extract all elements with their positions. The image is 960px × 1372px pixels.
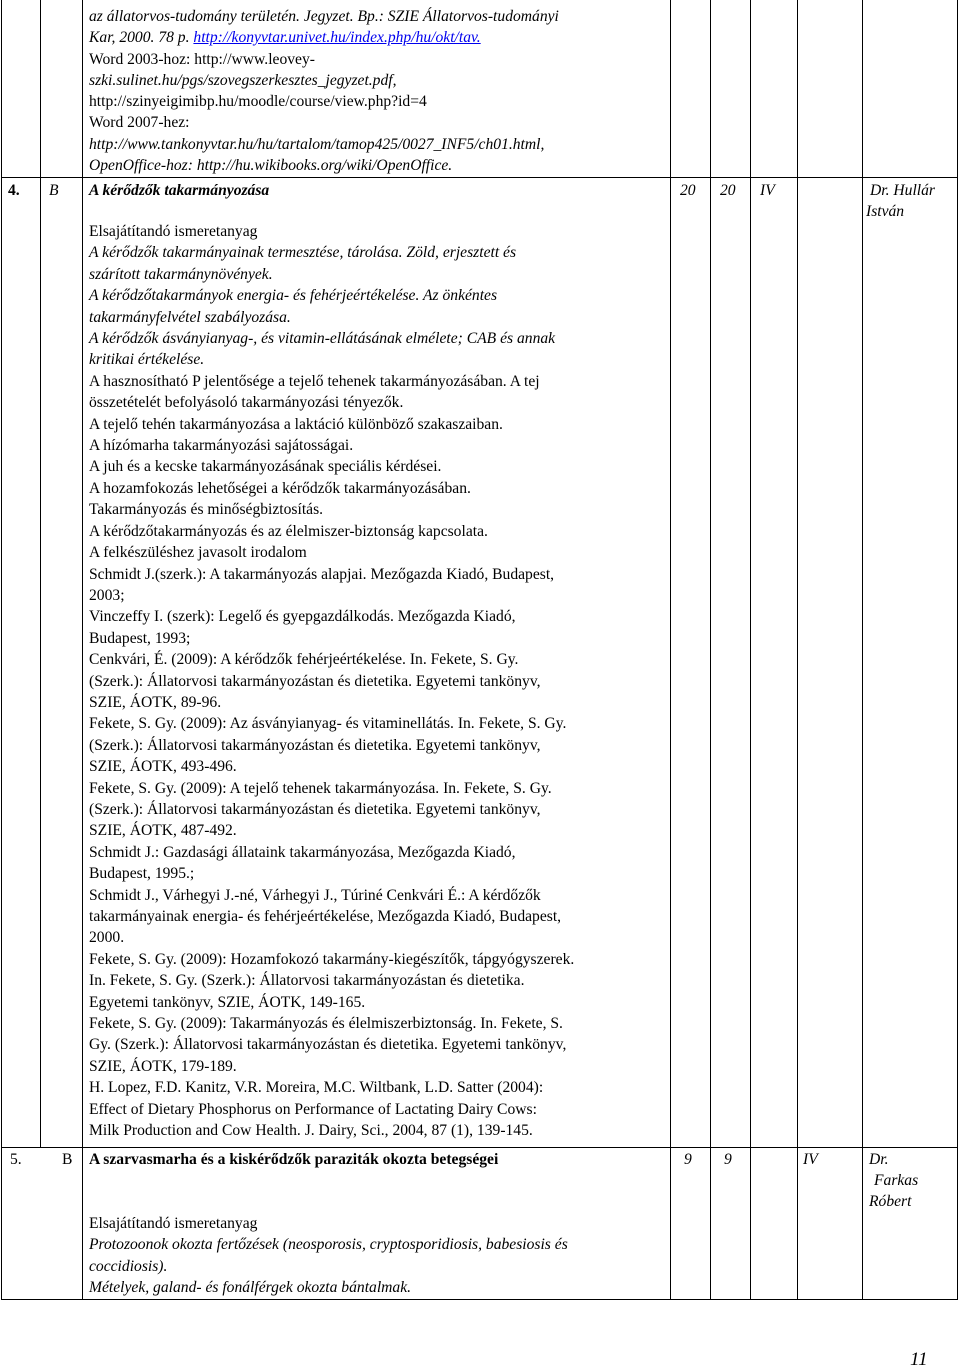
column-divider [862,0,863,1300]
reference-line: OpenOffice-hoz: http://hu.wikibooks.org/wiki/OpenOffice. [89,157,453,175]
literature-line: Cenkvári, É. (2009): A kérődzők fehérjeértékelése. In. Fekete, S. Gy. [89,651,519,669]
literature-line: Schmidt J.(szerk.): A takarmányozás alapjai. Mezőgazda Kiadó, Budapest, [89,565,555,583]
course-hours: 20 [720,182,736,199]
topic-line: takarmányfelvétel szabályozása. [89,308,291,326]
row-divider [1,1147,958,1148]
topic-line: összetételét befolyásoló takarmányozási tényezők. [89,394,404,412]
literature-line: Schmidt J.: Gazdasági állataink takarmányozása, Mezőgazda Kiadó, [89,843,516,861]
column-divider [710,0,711,1300]
literature-line: 2003; [89,586,125,604]
literature-line: Vinczeffy I. (szerk): Legelő és gyepgazdálkodás. Mezőgazda Kiadó, [89,608,516,626]
column-divider [40,0,41,1148]
topic-line: Takarmányozás és minőségbiztosítás. [89,501,324,519]
course-lecturer: Dr. [869,1151,889,1168]
references-block [89,6,669,176]
topic-line: A tejelő tehén takarmányozása a laktáció különböző szakaszaiban. [89,415,503,433]
literature-line: (Szerk.): Állatorvosi takarmányozástan és dietetika. Egyetemi tankönyv, [89,672,541,690]
reference-text: Kar, 2000. 78 p. [89,29,194,47]
reference-line: http://www.tankonyvtar.hu/hu/tartalom/tamop425/0027_INF5/ch01.html, [89,135,545,153]
course-hours: 9 [724,1151,732,1168]
literature-line: Schmidt J., Várhegyi J.-né, Várhegyi J., Túriné Cenkvári É.: A kérdőzők [89,886,541,904]
topic-line: A juh és a kecske takarmányozásának speciális kérdései. [89,458,442,476]
literature-line: Milk Production and Cow Health. J. Dairy, Sci., 2004, 87 (1), 139-145. [89,1122,533,1140]
literature-line: SZIE, ÁOTK, 487-492. [89,822,237,840]
literature-line: Budapest, 1993; [89,629,191,647]
page-number: 11 [910,1349,928,1370]
literature-line: SZIE, ÁOTK, 179-189. [89,1057,237,1075]
course-semester: IV [760,182,775,199]
reference-line [89,27,669,48]
topic-line: A hasznosítható P jelentősége a tejelő tehenek takarmányozásában. A tej [89,372,540,390]
topic-line: A kérődzőtakarmányozás és az élelmiszer-biztonság kapcsolata. [89,522,488,540]
course-title: A szarvasmarha és a kiskérődzők paraziták okozta betegségei [89,1151,499,1168]
literature-line: Fekete, S. Gy. (2009): Takarmányozás és élelmiszerbiztonság. In. Fekete, S. [89,1015,563,1033]
literature-line: In. Fekete, S. Gy. (Szerk.): Állatorvosi takarmányozástan és dietetika. [89,972,525,990]
literature-line: Gy. (Szerk.): Állatorvosi takarmányozástan és dietetika. Egyetemi tankönyv, [89,1036,567,1054]
course-lecturer: Farkas [874,1172,919,1189]
column-divider [797,0,798,1300]
course-title: A kérődzők takarmányozása [89,182,270,199]
reference-line: Word 2003-hoz: http://www.leovey- [89,50,315,68]
course-lecturer: István [866,203,905,220]
literature-line: Budapest, 1995.; [89,865,195,883]
topic-line: Protozoonok okozta fertőzések (neosporosis, cryptosporidiosis, babesiosis és [89,1236,568,1254]
reference-line: http://szinyeigimibp.hu/moodle/course/view.php?id=4 [89,93,427,111]
literature-line: (Szerk.): Állatorvosi takarmányozástan és dietetika. Egyetemi tankönyv, [89,800,541,818]
topic-line: A kérődzők ásványianyag-, és vitamin-ellátásának elmélete; CAB és annak [89,330,556,348]
table-border-right [957,0,958,1300]
course-lecturer: Dr. Hullár [870,182,935,199]
literature-line: Effect of Dietary Phosphorus on Performance of Lactating Dairy Cows: [89,1100,537,1118]
topic-line: A hízómarha takarmányozási sajátosságai. [89,437,354,455]
topic-line: A kérődzők takarmányainak termesztése, tárolása. Zöld, erjesztett és [89,244,517,262]
literature-line: 2000. [89,929,125,947]
course-lecturer: Róbert [869,1193,912,1210]
course-hours: 20 [680,182,696,199]
topic-line: Mételyek, galand- és fonálférgek okozta bántalmak. [89,1278,412,1296]
literature-line: (Szerk.): Állatorvosi takarmányozástan és dietetika. Egyetemi tankönyv, [89,736,541,754]
section-heading: Elsajátítandó ismeretanyag [89,1215,258,1232]
literature-line: Fekete, S. Gy. (2009): Az ásványianyag- és vitaminellátás. In. Fekete, S. Gy. [89,715,567,733]
course-hours: 9 [684,1151,692,1168]
column-divider [670,0,671,1300]
column-divider [750,0,751,1300]
section-heading: Elsajátítandó ismeretanyag [89,223,258,240]
row-divider [1,177,958,178]
course-number: 4. [8,182,20,199]
literature-line: SZIE, ÁOTK, 89-96. [89,693,222,711]
topic-line: coccidiosis). [89,1257,168,1275]
table-border-left [1,0,2,1300]
topic-line: szárított takarmánynövények. [89,265,273,283]
course-semester: IV [803,1151,818,1168]
literature-line: takarmányainak energia- és fehérjeértékelése, Mezőgazda Kiadó, Budapest, [89,908,562,925]
course4-content [89,221,669,1141]
literature-line: SZIE, ÁOTK, 493-496. [89,758,237,776]
library-link[interactable]: http://konyvtar.univet.hu/index.php/hu/okt/tav. [193,29,481,47]
course-number: 5. [10,1151,22,1168]
table-border-bottom [1,1299,958,1300]
course-type: B [49,182,59,199]
literature-line: Egyetemi tankönyv, SZIE, ÁOTK, 149-165. [89,993,366,1011]
topic-line: kritikai értékelése. [89,351,205,369]
reference-line: Word 2007-hez: [89,114,190,132]
column-divider [82,0,83,1300]
literature-heading: A felkészüléshez javasolt irodalom [89,544,307,562]
topic-line: A hozamfokozás lehetőségei a kérődzők takarmányozásában. [89,479,471,497]
course5-content [89,1213,669,1298]
course-type: B [62,1151,73,1168]
literature-line: H. Lopez, F.D. Kanitz, V.R. Moreira, M.C. Wiltbank, L.D. Satter (2004): [89,1079,544,1097]
reference-line: az állatorvos-tudomány területén. Jegyzet. Bp.: SZIE Állatorvos-tudományi [89,8,559,25]
reference-line: szki.sulinet.hu/pgs/szovegszerkesztes_jegyzet.pdf, [89,71,397,89]
literature-line: Fekete, S. Gy. (2009): A tejelő tehenek takarmányozása. In. Fekete, S. Gy. [89,779,552,797]
literature-line: Fekete, S. Gy. (2009): Hozamfokozó takarmány-kiegészítők, tápgyógyszerek. [89,950,575,968]
topic-line: A kérődzőtakarmányok energia- és fehérjeértékelése. Az önkéntes [89,287,498,305]
